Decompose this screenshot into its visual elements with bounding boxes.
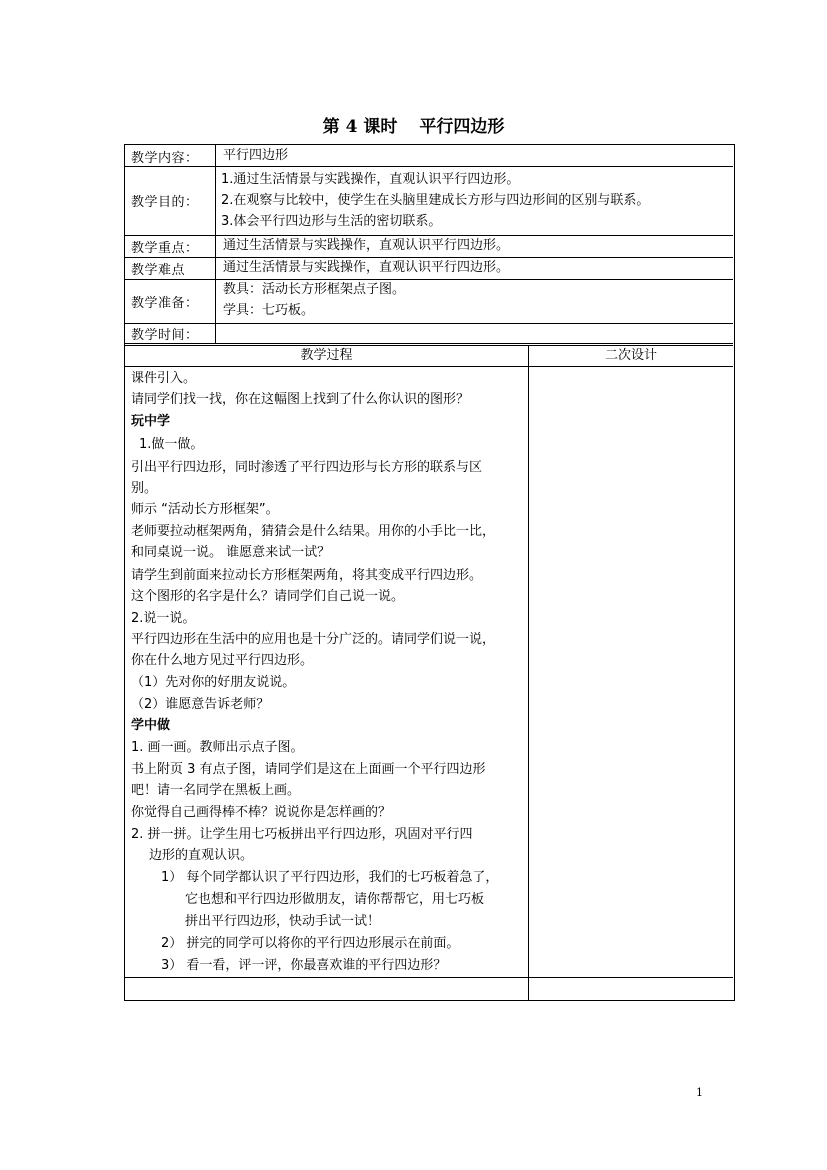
label-time: 教学时间： — [131, 328, 199, 343]
label-prep: 教学准备： — [131, 296, 199, 311]
process-line: 2.说一说。 — [131, 611, 196, 626]
content-value: 平行四边形 — [223, 148, 289, 163]
row-divider — [125, 343, 733, 344]
process-line: （1）先对你的好朋友说说。 — [131, 675, 296, 690]
process-line: 1） 每个同学都认识了平行四边形，我们的七巧板着急了， — [161, 870, 499, 885]
process-line: （2）谁愿意告诉老师？ — [131, 697, 270, 712]
key-value: 通过生活情景与实践操作，直观认识平行四边形。 — [223, 238, 510, 253]
goal-item: 3.体会平行四边形与生活的密切联系。 — [221, 214, 442, 229]
label-difficulty: 教学难点 — [131, 263, 186, 278]
process-line: 2. 拼一拼。让学生用七巧板拼出平行四边形，巩固对平行四 — [131, 827, 473, 842]
prep-line: 学具：七巧板。 — [223, 303, 315, 318]
process-line: 拼出平行四边形，快动手试一试！ — [185, 914, 381, 929]
process-line: 别。 — [131, 481, 158, 496]
section-heading: 学中做 — [131, 718, 171, 733]
row-divider — [125, 166, 733, 167]
header-process: 教学过程 — [300, 348, 353, 363]
process-line: 1.做一做。 — [139, 437, 204, 452]
row-divider — [125, 323, 733, 324]
process-line: 请同学们找一找，你在这幅图上找到了什么你认识的图形？ — [131, 392, 470, 407]
title-lesson-number: 第 4 课时 — [322, 117, 398, 137]
process-line: 边形的直观认识。 — [149, 848, 254, 863]
section-heading: 玩中学 — [131, 414, 171, 429]
process-line: 平行四边形在生活中的应用也是十分广泛的。请同学们说一说， — [131, 632, 496, 647]
row-divider — [125, 366, 733, 367]
label-goals: 教学目的： — [131, 195, 199, 210]
process-line: 3） 看一看，评一评，你最喜欢谁的平行四边形？ — [161, 958, 447, 973]
process-line: 请学生到前面来拉动长方形框架两角，将其变成平行四边形。 — [131, 568, 483, 583]
process-line: 1. 画一画。教师出示点子图。 — [131, 740, 304, 755]
col-divider — [215, 145, 216, 343]
prep-line: 教具：活动长方形框架点子图。 — [223, 282, 406, 297]
label-key: 教学重点： — [131, 241, 199, 256]
process-line: 2） 拼完的同学可以将你的平行四边形展示在前面。 — [161, 936, 460, 951]
process-line: 吧！请一名同学在黑板上画。 — [131, 783, 301, 798]
process-line: 课件引入。 — [131, 371, 197, 386]
process-line: 这个图形的名字是什么？请同学们自己说一说。 — [131, 589, 405, 604]
row-divider — [125, 977, 733, 978]
page-title — [0, 112, 827, 137]
process-line: 你在什么地方见过平行四边形。 — [131, 653, 314, 668]
process-line: 老师要拉动框架两角，猜猜会是什么结果。用你的小手比一比， — [131, 524, 496, 539]
col-divider — [528, 345, 529, 1000]
row-divider — [125, 279, 733, 280]
label-content: 教学内容： — [131, 151, 199, 166]
lesson-plan-table — [124, 144, 735, 1001]
goal-item: 2.在观察与比较中，使学生在头脑里建成长方形与四边形间的区别与联系。 — [221, 193, 650, 208]
process-line: 师示 “活动长方形框架”。 — [131, 502, 279, 517]
title-topic: 平行四边形 — [419, 117, 505, 137]
page-number: 1 — [696, 1086, 703, 1099]
header-redesign: 二次设计 — [604, 348, 657, 363]
process-line: 书上附页 3 有点子图，请同学们是这在上面画一个平行四边形 — [131, 762, 486, 777]
process-line: 它也想和平行四边形做朋友，请你帮帮它，用七巧板 — [185, 892, 485, 907]
process-line: 引出平行四边形，同时渗透了平行四边形与长方形的联系与区 — [131, 460, 483, 475]
process-line: 你觉得自己画得棒不棒？说说你是怎样画的？ — [131, 805, 392, 820]
goal-item: 1.通过生活情景与实践操作，直观认识平行四边形。 — [221, 172, 520, 187]
process-line: 和同桌说一说。 谁愿意来试一试？ — [131, 545, 331, 560]
difficulty-value: 通过生活情景与实践操作，直观认识平行四边形。 — [223, 260, 510, 275]
